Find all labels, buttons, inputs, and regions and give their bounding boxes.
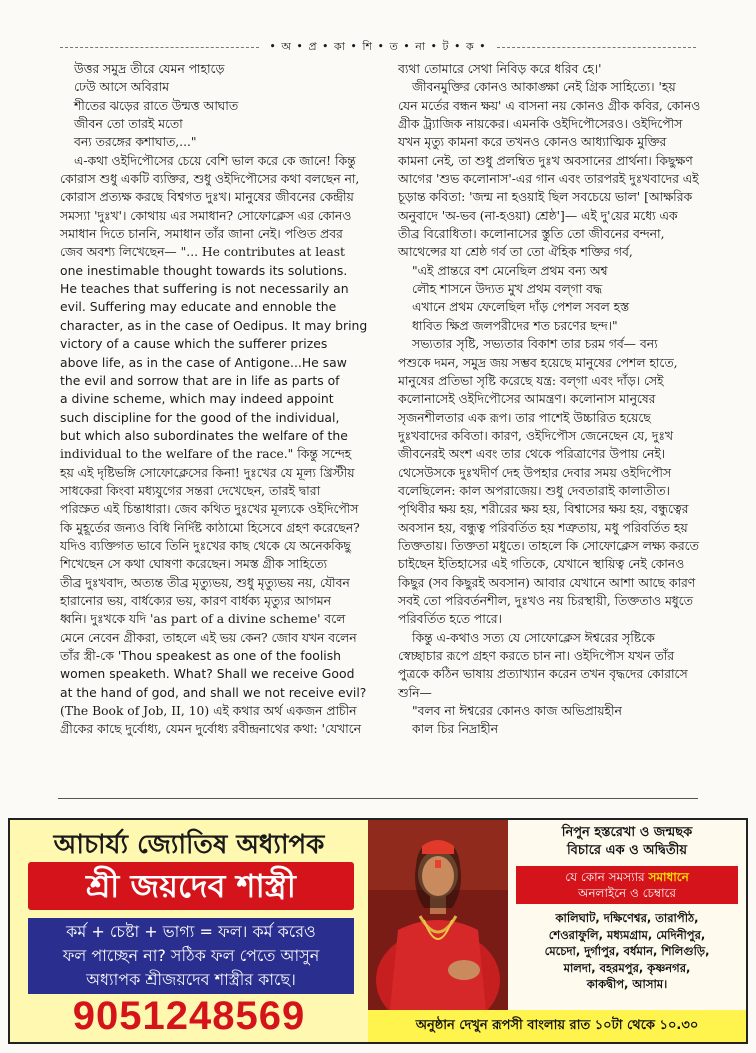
ad-phone-number: 9051248569	[72, 994, 306, 1038]
poem-line: লৌহ শাসনে উদ্যত মুখ প্রথম বল্‌গা বদ্ধ	[412, 282, 603, 297]
text-line: ধ্বনি। দুঃখকে যদি 'as part of a divine scheme' বলে	[60, 612, 346, 627]
ad-broadcast-time: অনুষ্ঠান দেখুন রূপসী বাংলায় রাত ১০টা থেকে ১০.৩০	[368, 1010, 746, 1042]
paragraph	[398, 629, 704, 702]
text-line: কোরাস প্রত্যক্ষ করছে বিশ্বগত দুঃখ। মানুষের জীবনের কেন্দ্রীয়	[60, 190, 354, 205]
text-line: মেনে নেবেন গ্রীকরা, তাহলে এই ভয় কেন? জোব যখন বলেন	[60, 630, 357, 645]
poem-line: শীতের ঝড়ের রাতে উন্মত্ত আঘাত	[74, 98, 239, 113]
poem-line: ঢেউ আসে অবিরাম	[74, 80, 169, 95]
paragraph	[60, 445, 380, 739]
text-line: সমস্যা 'দুঃখ'। কোথায় এর সমাধান? সোফোক্লেস এর কোনও	[60, 208, 352, 223]
poem-line: জীবন তো তারই মতো	[74, 117, 183, 132]
text-line: চাইছেন ইতিহাসের এই গতিকে, যেখানে স্থায়িত্ব নেই কোনও	[398, 557, 685, 572]
text-line: (The Book of Job, II, 10) এই কথার অর্থ একজন প্রাচীন	[60, 704, 357, 719]
page-header	[60, 38, 696, 56]
text-line: সবই তো পরিবর্তনশীল, দুঃখও নয় চিরস্থায়ী, তিক্ততাও মধুতে	[398, 593, 693, 608]
quote-line: such discipline for the good of the individual,	[60, 409, 340, 425]
badge-highlight: সমাধানে	[648, 870, 689, 884]
portrait-illustration	[368, 820, 508, 1010]
text-line: থেসেউসকে দুঃখদীর্ণ দেহ উপহার দেবার সময় ওইদিপৌস	[398, 465, 672, 480]
text-line: শিখেছেন সে কথা ঘোষণা করেছেন। সমস্ত গ্রীক সাহিত্যে	[60, 557, 328, 572]
poem-line: ধাবিত ক্ষিপ্র জলপরীদের শত চরণের ছন্দ।"	[412, 318, 618, 333]
text-line: সভ্যতার সৃষ্টি, সভ্যতার বিকাশ তার চরম গর্ব— বন্য	[412, 337, 658, 352]
poem-line: "এই প্রান্তরে বশ মেনেছিল প্রথম বন্য অশ্ব	[412, 263, 608, 278]
ad-title: আচার্য্য জ্যোতিষ অধ্যাপক	[53, 830, 325, 860]
poem-line: এখানে প্রথম ফেলেছিল দাঁড় পেশল সবল হস্ত	[412, 300, 629, 315]
english-quote	[60, 262, 380, 445]
text-line: তাঁর স্ত্রী-কে 'Thou speakest as one of the foolish	[60, 648, 342, 663]
paragraph	[398, 335, 704, 629]
text-line: যখন মৃত্যু কামনা করে তখনও কোনও আধ্যাত্মিক মুক্তির	[398, 135, 667, 150]
text-line: সৃজনশীলতার এক রূপ। তার পাশেই উচ্চারিত হয়েছে	[398, 410, 651, 425]
text-line: ব্যথা তোমারে সেথা নিবিড় করে ধরিব হে।'	[398, 62, 602, 76]
quote-line: character, as in the case of Oedipus. It may bring	[60, 317, 368, 333]
text-line: দুঃখবাদের কবিতা। কারণ, ওইদিপৌস জেনেছেন যে, দুঃখ	[398, 428, 673, 443]
text-line: সাধকেরা কিংবা মধ্যযুগের সন্তরা দেখেছেন, তারই দ্বারা	[60, 483, 321, 498]
quote-line: but which also subordinates the welfare of the	[60, 427, 348, 443]
text-line: পরিস্রুত এই চিন্তাধারা। জেব কথিত দুঃখের মূল্যকে ওইদিপৌস	[60, 502, 359, 517]
location-line: শেওরাফুলি, মধ্যমগ্রাম, মেদিনীপুর,	[548, 927, 706, 942]
text-line: কিন্তু এ-কথাও সত্য যে সোফোক্লেস ঈশ্বরের সৃষ্টিকে	[412, 630, 655, 645]
astrologer-photo	[368, 820, 508, 1010]
text-line: যেন মর্তের বন্ধন ক্ষয়' এ বাসনা নয় কোনও গ্রীক কবির, কোনও	[398, 98, 701, 113]
quote-line: evil. Suffering may educate and ennoble the	[60, 299, 337, 315]
section-title: • অ • প্র • কা • শি • ত • না • ট • ক •	[269, 39, 487, 53]
text-line: কিছুর (সব কিছুরই অবসান) আবার যেখানে আশা আছে কারণ	[398, 575, 696, 590]
quoted-poem	[398, 262, 704, 335]
text-line: কি মুহূর্তের জন্যও বিধি নির্দিষ্ট কাঠামো হিসেবে গ্রহণ করেছেন?	[60, 520, 360, 535]
text-line: পশুকে দমন, সমুদ্র জয় সম্ভব হয়েছে মানুষের পেশল হাতে,	[398, 355, 678, 370]
text-line: স্বেচ্ছাচার রূপে গ্রহণ করতে চান না। ওইদিপৌস যখন তাঁর	[398, 649, 675, 663]
location-line: কালিঘাট, দক্ষিণেশ্বর, তারাপীঠ,	[555, 911, 699, 925]
ad-offer-line: কর্ম + চেষ্টা + ভাগ্য = ফল। কর্ম করেও	[66, 922, 316, 941]
badge-subtext: অনলাইনে ও চেম্বারে	[578, 886, 676, 900]
ad-right-panel	[508, 820, 746, 1010]
right-column	[398, 60, 704, 739]
text-line: individual to the welfare of the race." কিন্তু সন্দেহ	[60, 447, 352, 462]
text-line: তিক্ততায়। তিক্ততা মধুতে। তাহলে কি সোফোক্লেস লক্ষ্য করতে	[398, 538, 699, 553]
text-line: পৃথিবীর ক্ষয় হয়, শরীরের ক্ষয় হয়, বিশ্বাসের ক্ষয় হয়, বন্ধুত্বের	[398, 502, 689, 517]
text-line: গ্রীক ট্র্যাজিক নায়কের। এমনকি ওইদিপৌসেরও। ওইদিপৌস	[398, 117, 683, 132]
ad-name: শ্রী জয়দেব শাস্ত্রী	[28, 862, 354, 910]
closing-poem	[398, 702, 704, 739]
text-line: তীব্র দুঃখবাদ, অত্যন্ত তীব্র মৃত্যুভয়, শুধু মৃত্যুভয় নয়, যৌবন	[60, 575, 350, 590]
left-column	[60, 60, 380, 739]
ad-specialty	[508, 824, 746, 860]
ad-offer-line: অধ্যাপক শ্রীজয়দেব শাস্ত্রীর কাছে।	[86, 970, 296, 989]
ad-offer-line: ফল পাচ্ছেন না? সঠিক ফল পেতে আসুন	[62, 946, 320, 965]
location-line: কাকদ্বীপ, আসাম।	[586, 977, 668, 991]
text-line: বলেছিলেন: কাল অপরাজেয়। শুধু দেবতারাই কালাতীত।	[398, 483, 670, 498]
text-line: চূড়ান্ত কবিতা: 'জন্ম না হওয়াই ছিল সবচেয়ে ভাল' [আক্ষরিক	[398, 190, 693, 205]
text-line: হারানোর ভয়, বার্ধক্যের ভয়, কারণ বার্ধক্য মৃত্যুর আগমন	[60, 593, 331, 608]
text-line: জেব অবশ্য লিখেছেন— "... He contributes at least	[60, 245, 345, 260]
text-line: এ-কথা ওইদিপৌসের চেয়ে বেশি ভাল করে কে জানে! কিন্তু	[74, 153, 356, 168]
text-line: জীবনেরই অংশ এবং তার থেকে পরিত্রাণের উপায় নেই।	[398, 447, 666, 462]
text-line: at the hand of god, and shall we not receive evil?	[60, 684, 367, 700]
text-line: গ্রীকের কাছে দুর্বোধ্য, যেমন দুর্বোধ্য রবীন্দ্রনাথের কথা: 'যেখানে	[60, 722, 361, 737]
text-line: অবসান হয়, বন্ধুত্ব পরিবর্তিত হয় শত্রুতায়, মধু পরিবর্তিত হয়	[398, 520, 688, 535]
text-line: তীব্র বিরোধিতা। কলোনাসের স্তুতি তো জীবনের বন্দনা,	[398, 227, 665, 242]
quote-line: He teaches that suffering is not necessarily an	[60, 281, 349, 297]
poem-line: উত্তর সমুদ্র তীরে যেমন পাহাড়ে	[74, 62, 225, 76]
opening-poem	[60, 60, 380, 152]
poem-line: "বলব না ঈশ্বরের কোনও কাজ অভিপ্রায়হীন	[412, 704, 622, 719]
ad-specialty-line: বিচারে এক ও অদ্বিতীয়	[566, 843, 688, 858]
poem-line: বন্য তরঙ্গের কশাঘাত,..."	[74, 135, 197, 150]
quote-line: one inestimable thought towards its solutions.	[60, 262, 348, 278]
paragraph	[60, 152, 380, 262]
quote-line: the evil and sorrow that are in life as parts of	[60, 372, 340, 388]
quote-line: victory of a cause which the sufferer prizes	[60, 336, 328, 352]
text-line: কলোনাসেই ওইদিপৌসের আমন্ত্রণ। কলোনাস মানুষের	[398, 392, 656, 407]
header-rule-left	[60, 47, 259, 48]
location-line: মেচেদা, দুর্গাপুর, বর্ধমান, শিলিগুড়ি,	[544, 944, 710, 958]
text-line: জীবনমুক্তির কোনও আকাঙ্ক্ষা নেই গ্রিক সাহিত্যে। 'হয়	[412, 80, 676, 95]
quote-line: a divine scheme, which may indeed appoint	[60, 391, 334, 407]
ad-left-panel	[10, 820, 368, 1042]
ad-specialty-line: নিপুন হস্তরেখা ও জন্মছক	[561, 825, 693, 840]
advertisement	[8, 818, 748, 1044]
text-line: পুত্রকে কঠিন ভাষায় প্রত্যাখ্যান করেন তখন বৃদ্ধদের কোরাসে	[398, 667, 688, 682]
ad-locations	[508, 910, 746, 993]
text-line: হয় এই দৃষ্টিভঙ্গি সোফোক্লেসের কিনা! দুঃখের যে মূল্য খ্রিস্টীয়	[60, 465, 355, 480]
ad-solution-badge	[516, 866, 738, 904]
paragraph	[398, 78, 704, 261]
text-line: আগের 'শুভ কলোনাস'-এর গান এবং তারপরই দুঃখবাদের এই	[398, 172, 699, 187]
text-line: মানুষের প্রতিভা সৃষ্টি করেছে যন্ত্র: বল্‌গা এবং দাঁড়। সেই	[398, 373, 664, 388]
text-line: women speaketh. What? Shall we receive Good	[60, 666, 355, 682]
text-line: কামনা নেই, তা শুধু প্রলম্বিত দুঃখ অবসানের প্রার্থনা। কিছুক্ষণ	[398, 153, 693, 168]
text-line: শুনি—	[398, 685, 432, 700]
text-line: পরিবর্তিত হতে পারে।	[398, 612, 502, 627]
ad-offer	[28, 918, 354, 994]
text-line: কোরাস শুধু একটি ব্যক্তির, শুধু ওইদিপৌসের কথা বলছেন না,	[60, 172, 360, 187]
text-line: অনুবাদে 'অ-ভব (না-হওয়া) শ্রেষ্ঠ']— এই দু'য়ের মধ্যে এক	[398, 208, 678, 223]
text-line: সমাধান দিতে চাননি, সমাধান তাঁর জানা নেই। পণ্ডিত প্রবর	[60, 227, 343, 242]
location-line: মালদা, বহরমপুর, কৃষ্ণনগর,	[563, 960, 691, 975]
divider	[58, 798, 698, 799]
quote-line: above life, as in the case of Antigone...He saw	[60, 354, 347, 370]
poem-line: কাল চির নিদ্রাহীন	[412, 722, 498, 737]
text-line: যদিও ব্যক্তিগত ভাবে তিনি দুঃখের কাছ থেকে যে অনেককিছু	[60, 538, 351, 553]
text-line: আথেন্সের যা শ্রেষ্ঠ গর্ব তা তো ঐহিক শক্তির গর্ব,	[398, 245, 633, 260]
header-rule-right	[497, 47, 696, 48]
badge-text: যে কোন সমস্যার	[565, 870, 649, 884]
